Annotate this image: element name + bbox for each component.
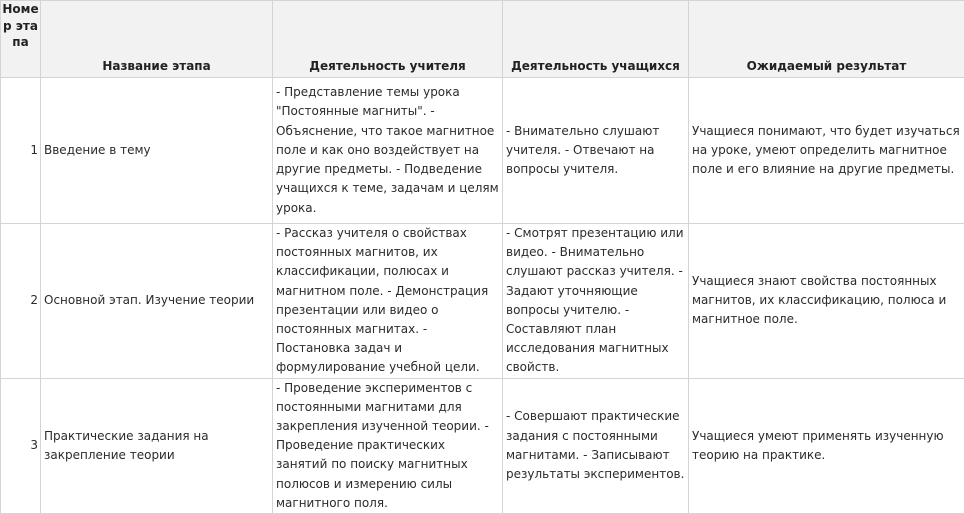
header-teacher-activity: Деятельность учителя — [273, 1, 503, 78]
teacher-activity-cell: - Представление темы урока "Постоянные магниты". - Объяснение, что такое магнитное поле и как оно воздействует на другие предметы. - Подведение учащихся к теме, задачам и целям урока. — [273, 78, 503, 224]
stage-name-cell: Практические задания на закрепление теории — [41, 378, 273, 513]
stage-number-cell: 1 — [1, 78, 41, 224]
stage-name-cell: Основной этап. Изучение теории — [41, 224, 273, 379]
student-activity-cell: - Совершают практические задания с постоянными магнитами. - Записывают результаты экспериментов. — [503, 378, 689, 513]
header-stage-number: Номер этапа — [1, 1, 41, 78]
student-activity-cell: - Смотрят презентацию или видео. - Внимательно слушают рассказ учителя. - Задают уточняющие вопросы учителю. - Составляют план исследования магнитных свойств. — [503, 224, 689, 379]
header-row — [1, 1, 964, 78]
table-row — [1, 78, 964, 224]
teacher-activity-cell: - Рассказ учителя о свойствах постоянных магнитов, их классификации, полюсах и магнитном поле. - Демонстрация презентации или видео о постоянных магнитах. - Постановка задач и формулирование учебной цели. — [273, 224, 503, 379]
stage-number-cell: 2 — [1, 224, 41, 379]
table-row — [1, 224, 964, 379]
stage-number-cell: 3 — [1, 378, 41, 513]
expected-result-cell: Учащиеся знают свойства постоянных магнитов, их классификацию, полюса и магнитное поле. — [689, 224, 964, 379]
table-row — [1, 378, 964, 513]
expected-result-cell: Учащиеся понимают, что будет изучаться на уроке, умеют определить магнитное поле и его влияние на другие предметы. — [689, 78, 964, 224]
header-student-activity: Деятельность учащихся — [503, 1, 689, 78]
header-expected-result: Ожидаемый результат — [689, 1, 964, 78]
expected-result-cell: Учащиеся умеют применять изученную теорию на практике. — [689, 378, 964, 513]
stage-name-cell: Введение в тему — [41, 78, 273, 224]
teacher-activity-cell: - Проведение экспериментов с постоянными магнитами для закрепления изученной теории. - Проведение практических занятий по поиску магнитных полюсов и измерению силы магнитного поля. — [273, 378, 503, 513]
student-activity-cell: - Внимательно слушают учителя. - Отвечают на вопросы учителя. — [503, 78, 689, 224]
header-stage-name: Название этапа — [41, 1, 273, 78]
